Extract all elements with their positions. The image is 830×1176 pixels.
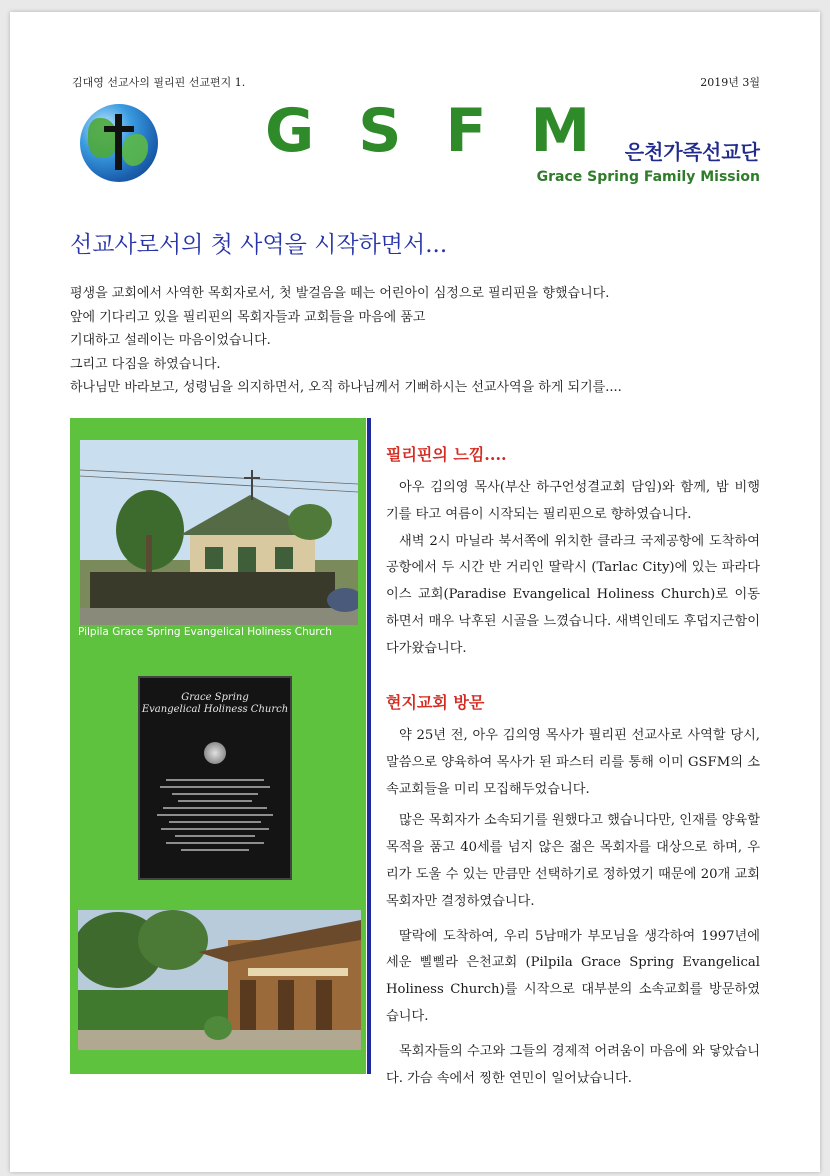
letter-page xyxy=(10,12,820,1172)
letter-title: 김대영 선교사의 필리핀 선교편지 1. xyxy=(72,76,246,89)
gsfm-logo-text: GSFM xyxy=(265,96,635,166)
section-paragraph: 딸락에 도착하여, 우리 5남매가 부모님을 생각하여 1997년에 세운 삘삘라 은천교회 (Pilpila Grace Spring Evangelical Holiness Church)를 시작으로 대부분의 소속교회를 방문하였습니다. xyxy=(386,928,760,1024)
church-plaque-photo xyxy=(138,676,292,880)
section-heading: 필리핀의 느낌.... xyxy=(386,445,507,464)
section-paragraph: 아우 김의영 목사(부산 하구언성결교회 담임)와 함께, 밤 비행기를 타고 여름이 시작되는 필리핀으로 향하였습니다. xyxy=(386,480,760,522)
section-church-visit xyxy=(386,690,760,1092)
intro-line: 평생을 교회에서 사역한 목회자로서, 첫 발걸음을 떼는 어린아이 심정으로 필리핀을 향했습니다. xyxy=(70,286,610,301)
section-heading: 현지교회 방문 xyxy=(386,693,485,712)
section-philippines xyxy=(386,442,760,663)
intro-line: 하나님만 바라보고, 성령님을 의지하면서, 오직 하나님께서 기뻐하시는 선교사역을 하게 되기를.... xyxy=(70,380,622,395)
church-photo xyxy=(80,440,358,625)
photo-panel xyxy=(70,418,366,1074)
section-paragraph: 약 25년 전, 아우 김의영 목사가 필리핀 선교사로 사역할 당시, 말씀으로 양육하여 목사가 된 파스터 리를 통해 이미 GSFM의 소속교회들을 미리 모집해두었습니다. xyxy=(386,728,760,797)
training-center-photo xyxy=(78,910,361,1050)
column-divider xyxy=(367,418,371,1074)
globe-cross-logo-icon xyxy=(80,104,158,182)
intro-text xyxy=(70,282,770,400)
intro-line: 그리고 다짐을 하였습니다. xyxy=(70,356,221,372)
intro-line: 앞에 기다리고 있을 필리핀의 목회자들과 교회들을 마음에 품고 xyxy=(70,309,426,325)
plaque-inscription xyxy=(154,774,276,856)
intro-line: 기대하고 설레이는 마음이었습니다. xyxy=(70,333,271,348)
section-paragraph: 새벽 2시 마닐라 북서쪽에 위치한 클라크 국제공항에 도착하여 공항에서 두 시간 반 거리인 딸락시 (Tarlac City)에 있는 파라다이스 교회(Paradise Evangelical Holiness Church)로 이동하면서 매우 낙후된 시골을 느꼈습니다. 새벽인데도 후덥지근함이 다가왔습니다. xyxy=(386,533,760,656)
section-paragraph: 많은 목회자가 소속되기를 원했다고 했습니다만, 인재를 양육할 목적을 품고 40세를 넘지 않은 젊은 목회자를 대상으로 하며, 우리가 도울 수 있는 만큼만 선택하기로 정하였기 때문에 20개 교회 목회자만 결정하였습니다. xyxy=(386,813,760,909)
page-title: 선교사로서의 첫 사역을 시작하면서... xyxy=(70,232,448,258)
church-photo-caption: Pilpila Grace Spring Evangelical Holiness Church xyxy=(78,626,332,638)
mission-name-korean: 은천가족선교단 xyxy=(624,140,760,164)
letter-date: 2019년 3월 xyxy=(700,76,760,89)
mission-name-english: Grace Spring Family Mission xyxy=(536,169,760,185)
plaque-emblem-icon xyxy=(204,742,226,764)
plaque-title: Grace Spring Evangelical Holiness Church xyxy=(141,692,289,715)
section-paragraph: 목회자들의 수고와 그들의 경제적 어려움이 마음에 와 닿았습니다. 가슴 속에서 찡한 연민이 일어났습니다. xyxy=(386,1043,760,1086)
